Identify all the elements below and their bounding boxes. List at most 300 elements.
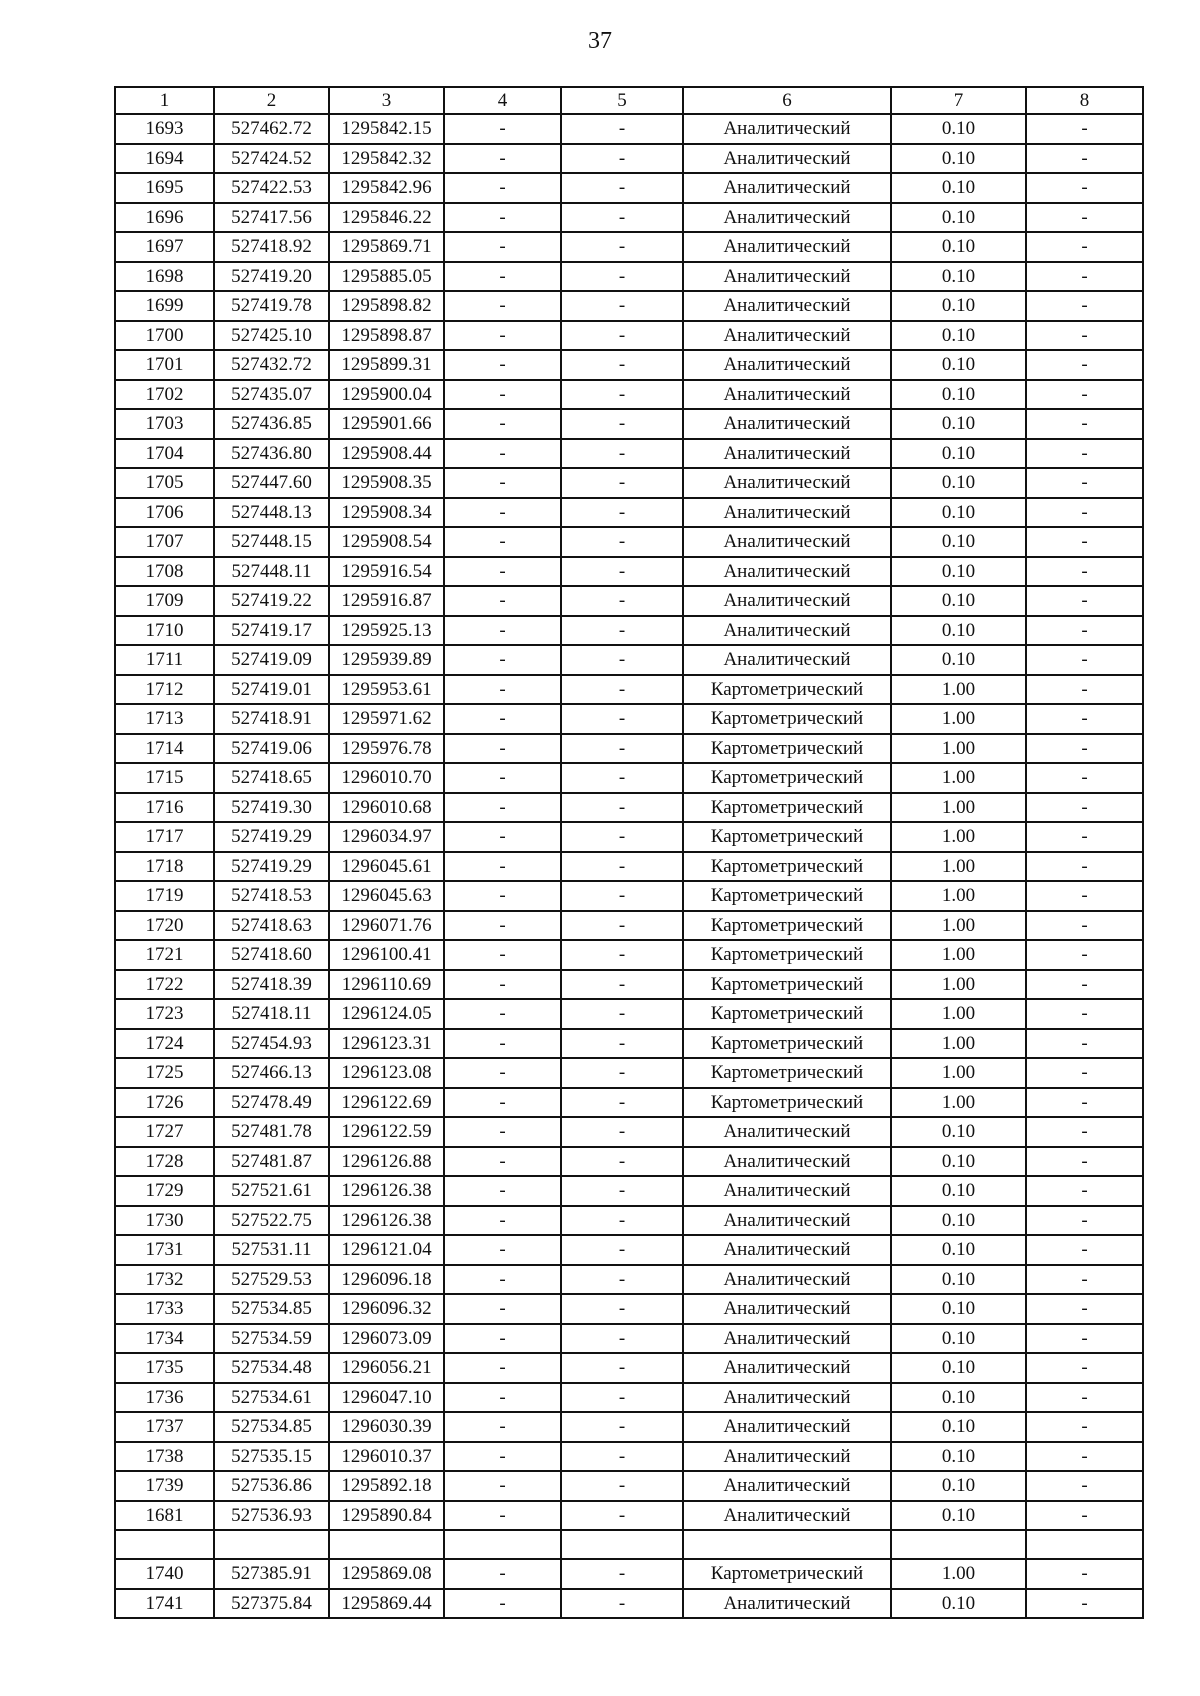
table-cell: - [1026, 970, 1143, 1000]
table-cell: 1.00 [891, 1058, 1026, 1088]
table-cell: 1295842.96 [329, 173, 444, 203]
table-cell: - [1026, 763, 1143, 793]
table-row [115, 616, 1143, 646]
table-cell: 1710 [115, 616, 214, 646]
table-cell: - [444, 1206, 561, 1236]
table-cell: - [1026, 1589, 1143, 1619]
table-row [115, 262, 1143, 292]
table-cell: 1295869.44 [329, 1589, 444, 1619]
table-cell: 527534.61 [214, 1383, 329, 1413]
table-cell: 527481.87 [214, 1147, 329, 1177]
table-cell: 1295908.44 [329, 439, 444, 469]
table-cell: 1723 [115, 999, 214, 1029]
table-cell: 1708 [115, 557, 214, 587]
table-cell: 1729 [115, 1176, 214, 1206]
table-cell: 527419.29 [214, 852, 329, 882]
table-cell: Аналитический [683, 1294, 891, 1324]
table-cell: - [561, 940, 683, 970]
table-cell: 1295869.71 [329, 232, 444, 262]
table-cell: - [1026, 1029, 1143, 1059]
table-cell: Аналитический [683, 1147, 891, 1177]
table-cell: - [561, 1324, 683, 1354]
table-cell [115, 1530, 214, 1559]
table-cell: Аналитический [683, 1501, 891, 1531]
table-cell: 1295846.22 [329, 203, 444, 233]
table-cell: 0.10 [891, 1442, 1026, 1472]
table-cell: - [444, 616, 561, 646]
table-cell: - [444, 1471, 561, 1501]
table-cell: - [1026, 1206, 1143, 1236]
table-cell: 1681 [115, 1501, 214, 1531]
table-cell: - [561, 1589, 683, 1619]
table-cell: - [1026, 350, 1143, 380]
table-cell: - [561, 1412, 683, 1442]
table-cell: - [561, 852, 683, 882]
table-cell: - [1026, 1176, 1143, 1206]
table-cell: 1701 [115, 350, 214, 380]
table-cell: 1295892.18 [329, 1471, 444, 1501]
table-cell: 1712 [115, 675, 214, 705]
table-cell: 527422.53 [214, 173, 329, 203]
table-cell [683, 1530, 891, 1559]
table-cell: - [444, 1501, 561, 1531]
table-cell: 0.10 [891, 380, 1026, 410]
table-row [115, 970, 1143, 1000]
table-row [115, 586, 1143, 616]
table-cell: - [1026, 793, 1143, 823]
table-cell: 0.10 [891, 1353, 1026, 1383]
table-cell [1026, 1530, 1143, 1559]
table-cell: - [561, 1235, 683, 1265]
table-cell: 1295939.89 [329, 645, 444, 675]
table-row [115, 645, 1143, 675]
table-cell: 527419.20 [214, 262, 329, 292]
coordinates-table [114, 86, 1144, 1619]
table-cell: Картометрический [683, 940, 891, 970]
table-cell: 0.10 [891, 1412, 1026, 1442]
table-cell: 0.10 [891, 645, 1026, 675]
table-cell: 527418.65 [214, 763, 329, 793]
table-cell: - [561, 793, 683, 823]
table-cell: - [1026, 881, 1143, 911]
table-cell: 1725 [115, 1058, 214, 1088]
table-cell: 0.10 [891, 1589, 1026, 1619]
table-cell: Аналитический [683, 439, 891, 469]
table-cell: Аналитический [683, 1206, 891, 1236]
table-row [115, 498, 1143, 528]
table-cell: 1720 [115, 911, 214, 941]
table-row [115, 291, 1143, 321]
table-cell [329, 1530, 444, 1559]
table-cell: 1724 [115, 1029, 214, 1059]
table-cell: 1722 [115, 970, 214, 1000]
table-cell: Аналитический [683, 1383, 891, 1413]
table-cell: 1295908.35 [329, 468, 444, 498]
table-row [115, 1176, 1143, 1206]
table-cell: - [1026, 1442, 1143, 1472]
table-cell: - [561, 822, 683, 852]
table-cell: - [1026, 380, 1143, 410]
table-cell: Аналитический [683, 645, 891, 675]
table-cell: 0.10 [891, 291, 1026, 321]
table-cell: Картометрический [683, 852, 891, 882]
table-cell: Картометрический [683, 822, 891, 852]
table-cell: 527419.06 [214, 734, 329, 764]
column-header: 2 [214, 87, 329, 114]
table-cell: 1296045.63 [329, 881, 444, 911]
table-cell: 1735 [115, 1353, 214, 1383]
table-cell: 1296126.38 [329, 1206, 444, 1236]
table-cell: 527536.86 [214, 1471, 329, 1501]
table-cell: - [1026, 1353, 1143, 1383]
table-cell: 0.10 [891, 1324, 1026, 1354]
table-row [115, 704, 1143, 734]
table-cell: 527418.92 [214, 232, 329, 262]
table-cell: 527454.93 [214, 1029, 329, 1059]
table-cell: 1296110.69 [329, 970, 444, 1000]
table-cell: Аналитический [683, 114, 891, 144]
table-cell: - [444, 1088, 561, 1118]
table-cell: 527531.11 [214, 1235, 329, 1265]
table-cell: 1714 [115, 734, 214, 764]
table-cell: - [1026, 1294, 1143, 1324]
table-cell: - [561, 203, 683, 233]
table-cell: 1715 [115, 763, 214, 793]
table-cell: - [1026, 616, 1143, 646]
table-cell: - [561, 1383, 683, 1413]
table-cell: - [444, 380, 561, 410]
table-cell: - [1026, 439, 1143, 469]
table-cell: 1711 [115, 645, 214, 675]
table-cell: - [561, 586, 683, 616]
table-cell: 527419.30 [214, 793, 329, 823]
table-cell: 1295916.54 [329, 557, 444, 587]
table-cell: - [1026, 1147, 1143, 1177]
table-row [115, 940, 1143, 970]
table-cell: - [444, 586, 561, 616]
table-cell: - [561, 1206, 683, 1236]
table-cell: - [444, 173, 561, 203]
table-cell: 527521.61 [214, 1176, 329, 1206]
table-cell: 527478.49 [214, 1088, 329, 1118]
table-cell: 1702 [115, 380, 214, 410]
table-row [115, 1058, 1143, 1088]
table-cell: 1706 [115, 498, 214, 528]
table-cell: 1296010.37 [329, 1442, 444, 1472]
table-cell: - [444, 203, 561, 233]
table-cell: Аналитический [683, 380, 891, 410]
table-cell: 527418.63 [214, 911, 329, 941]
table-cell: Картометрический [683, 675, 891, 705]
table-cell: Аналитический [683, 557, 891, 587]
column-header: 5 [561, 87, 683, 114]
table-cell: 1296045.61 [329, 852, 444, 882]
table-cell: - [561, 616, 683, 646]
table-cell: 1296123.31 [329, 1029, 444, 1059]
table-cell: Аналитический [683, 527, 891, 557]
table-cell: Картометрический [683, 999, 891, 1029]
table-cell: 527466.13 [214, 1058, 329, 1088]
table-cell: 527522.75 [214, 1206, 329, 1236]
table-cell: - [444, 645, 561, 675]
table-cell: 0.10 [891, 1147, 1026, 1177]
table-cell: Аналитический [683, 1117, 891, 1147]
table-cell: - [444, 999, 561, 1029]
table-cell: - [444, 1235, 561, 1265]
table-cell [214, 1530, 329, 1559]
table-cell: - [444, 1294, 561, 1324]
table-cell: 527418.11 [214, 999, 329, 1029]
table-cell: - [444, 881, 561, 911]
table-cell: 527448.15 [214, 527, 329, 557]
table-cell: 1726 [115, 1088, 214, 1118]
table-cell: Картометрический [683, 911, 891, 941]
table-cell: Аналитический [683, 262, 891, 292]
table-cell: 1295900.04 [329, 380, 444, 410]
table-cell: - [1026, 291, 1143, 321]
table-cell: - [444, 1589, 561, 1619]
table-cell: 1295842.15 [329, 114, 444, 144]
table-row [115, 1353, 1143, 1383]
table-cell: Аналитический [683, 173, 891, 203]
table-cell: Аналитический [683, 1442, 891, 1472]
table-cell: 1296122.69 [329, 1088, 444, 1118]
table-cell: 0.10 [891, 468, 1026, 498]
column-header: 4 [444, 87, 561, 114]
table-cell: - [1026, 645, 1143, 675]
table-cell: - [561, 232, 683, 262]
table-row [115, 1471, 1143, 1501]
column-header: 8 [1026, 87, 1143, 114]
table-cell: 1296073.09 [329, 1324, 444, 1354]
table-cell: 1295971.62 [329, 704, 444, 734]
table-cell: 527417.56 [214, 203, 329, 233]
table-cell: Аналитический [683, 468, 891, 498]
table-cell: - [561, 1501, 683, 1531]
table-cell: 0.10 [891, 1294, 1026, 1324]
table-cell: 1296010.68 [329, 793, 444, 823]
table-cell: 527462.72 [214, 114, 329, 144]
table-cell: 0.10 [891, 1117, 1026, 1147]
table-cell: 527419.09 [214, 645, 329, 675]
table-cell: 527385.91 [214, 1559, 329, 1589]
table-cell: 1693 [115, 114, 214, 144]
table-header-row [115, 87, 1143, 114]
table-cell: - [444, 1383, 561, 1413]
table-cell: 1296121.04 [329, 1235, 444, 1265]
table-cell: 527419.22 [214, 586, 329, 616]
table-cell: - [444, 1442, 561, 1472]
table-cell: - [561, 1058, 683, 1088]
table-cell: 527418.60 [214, 940, 329, 970]
table-cell: - [1026, 1412, 1143, 1442]
table-cell: - [561, 1147, 683, 1177]
table-row [115, 1501, 1143, 1531]
table-cell: 1.00 [891, 940, 1026, 970]
table-cell: - [561, 114, 683, 144]
table-cell: 0.10 [891, 498, 1026, 528]
table-row [115, 1559, 1143, 1589]
table-cell: - [1026, 586, 1143, 616]
table-row [115, 468, 1143, 498]
table-body [115, 114, 1143, 1618]
table-row [115, 380, 1143, 410]
column-header: 6 [683, 87, 891, 114]
table-cell: - [444, 144, 561, 174]
table-cell: - [1026, 1058, 1143, 1088]
table-cell: 1.00 [891, 1088, 1026, 1118]
table-cell: - [444, 527, 561, 557]
table-cell: 1.00 [891, 704, 1026, 734]
table-cell: - [1026, 232, 1143, 262]
table-cell: - [1026, 1235, 1143, 1265]
table-cell: 1296047.10 [329, 1383, 444, 1413]
table-cell: 0.10 [891, 527, 1026, 557]
table-cell: Аналитический [683, 1235, 891, 1265]
table-cell: 527419.78 [214, 291, 329, 321]
table-cell: 527534.59 [214, 1324, 329, 1354]
table-cell: - [1026, 1471, 1143, 1501]
table-cell: 1295916.87 [329, 586, 444, 616]
table-cell: 1.00 [891, 734, 1026, 764]
table-cell: 1.00 [891, 675, 1026, 705]
table-cell: 1721 [115, 940, 214, 970]
table-cell: - [444, 1265, 561, 1295]
table-cell: 0.10 [891, 1471, 1026, 1501]
table-cell: - [561, 1442, 683, 1472]
table-cell: - [444, 350, 561, 380]
table-cell: 1296124.05 [329, 999, 444, 1029]
table-cell: - [444, 409, 561, 439]
table-cell: Аналитический [683, 498, 891, 528]
table-cell: 1296096.18 [329, 1265, 444, 1295]
table-cell: 1709 [115, 586, 214, 616]
table-cell: - [1026, 1501, 1143, 1531]
table-cell: - [561, 675, 683, 705]
table-cell: - [561, 881, 683, 911]
table-row [115, 1147, 1143, 1177]
table-cell: Картометрический [683, 704, 891, 734]
table-row [115, 1589, 1143, 1619]
table-cell: 1704 [115, 439, 214, 469]
table-cell: 527534.85 [214, 1412, 329, 1442]
table-cell: 1730 [115, 1206, 214, 1236]
table-cell: - [444, 1147, 561, 1177]
table-cell: - [1026, 734, 1143, 764]
table-row [115, 350, 1143, 380]
table-cell: 0.10 [891, 350, 1026, 380]
table-cell: 1295953.61 [329, 675, 444, 705]
table-cell: - [561, 498, 683, 528]
table-cell: 1740 [115, 1559, 214, 1589]
table-cell: - [444, 1559, 561, 1589]
table-cell: Аналитический [683, 409, 891, 439]
table-cell: 1.00 [891, 763, 1026, 793]
table-cell: - [1026, 203, 1143, 233]
table-cell: - [1026, 409, 1143, 439]
table-cell: 527375.84 [214, 1589, 329, 1619]
table-cell: 527424.52 [214, 144, 329, 174]
table-cell: 527534.85 [214, 1294, 329, 1324]
table-cell: 0.10 [891, 1206, 1026, 1236]
table-cell: Аналитический [683, 1412, 891, 1442]
table-cell: 527535.15 [214, 1442, 329, 1472]
table-cell: 1718 [115, 852, 214, 882]
table-cell: 1695 [115, 173, 214, 203]
table-cell: 1733 [115, 1294, 214, 1324]
table-cell: - [561, 1265, 683, 1295]
table-cell: 527448.13 [214, 498, 329, 528]
table-cell: - [1026, 114, 1143, 144]
table-cell: - [561, 439, 683, 469]
table-cell: - [444, 557, 561, 587]
table-cell: - [561, 144, 683, 174]
table-cell: 1739 [115, 1471, 214, 1501]
table-row [115, 1442, 1143, 1472]
table-row [115, 1206, 1143, 1236]
table-cell: 527418.53 [214, 881, 329, 911]
table-cell: Картометрический [683, 1559, 891, 1589]
table-cell: 527419.01 [214, 675, 329, 705]
table-cell: - [561, 1029, 683, 1059]
table-cell: 1728 [115, 1147, 214, 1177]
table-cell: - [561, 1176, 683, 1206]
table-cell: 1295908.34 [329, 498, 444, 528]
table-cell: 0.10 [891, 1235, 1026, 1265]
table-cell: Картометрический [683, 734, 891, 764]
table-cell: - [1026, 1559, 1143, 1589]
table-cell: 0.10 [891, 203, 1026, 233]
table-cell [444, 1530, 561, 1559]
table-cell: - [1026, 144, 1143, 174]
table-cell: 1296096.32 [329, 1294, 444, 1324]
table-cell: - [1026, 173, 1143, 203]
table-row [115, 1412, 1143, 1442]
table-cell: - [1026, 468, 1143, 498]
table-cell: Аналитический [683, 586, 891, 616]
table-row [115, 527, 1143, 557]
table-row [115, 1029, 1143, 1059]
table-cell: Картометрический [683, 970, 891, 1000]
table-cell: - [444, 911, 561, 941]
table-cell: 1.00 [891, 793, 1026, 823]
table-cell: 527419.29 [214, 822, 329, 852]
table-cell: - [561, 1559, 683, 1589]
table-row [115, 763, 1143, 793]
table-cell: 0.10 [891, 439, 1026, 469]
table-cell: 1732 [115, 1265, 214, 1295]
table-cell: 1296122.59 [329, 1117, 444, 1147]
table-cell: 527448.11 [214, 557, 329, 587]
table-cell: - [1026, 1117, 1143, 1147]
table-cell: 1737 [115, 1412, 214, 1442]
table-cell: - [1026, 999, 1143, 1029]
table-cell: - [1026, 822, 1143, 852]
table-cell: 527536.93 [214, 1501, 329, 1531]
table-cell: 1295898.87 [329, 321, 444, 351]
table-cell: - [561, 173, 683, 203]
table-cell: 1296010.70 [329, 763, 444, 793]
table-row [115, 1383, 1143, 1413]
table-cell: 1295925.13 [329, 616, 444, 646]
table-cell: 0.10 [891, 409, 1026, 439]
table-cell: - [444, 439, 561, 469]
table-cell: 1296030.39 [329, 1412, 444, 1442]
table-cell: - [561, 321, 683, 351]
table-cell: 1713 [115, 704, 214, 734]
table-cell: Аналитический [683, 616, 891, 646]
table-row [115, 203, 1143, 233]
